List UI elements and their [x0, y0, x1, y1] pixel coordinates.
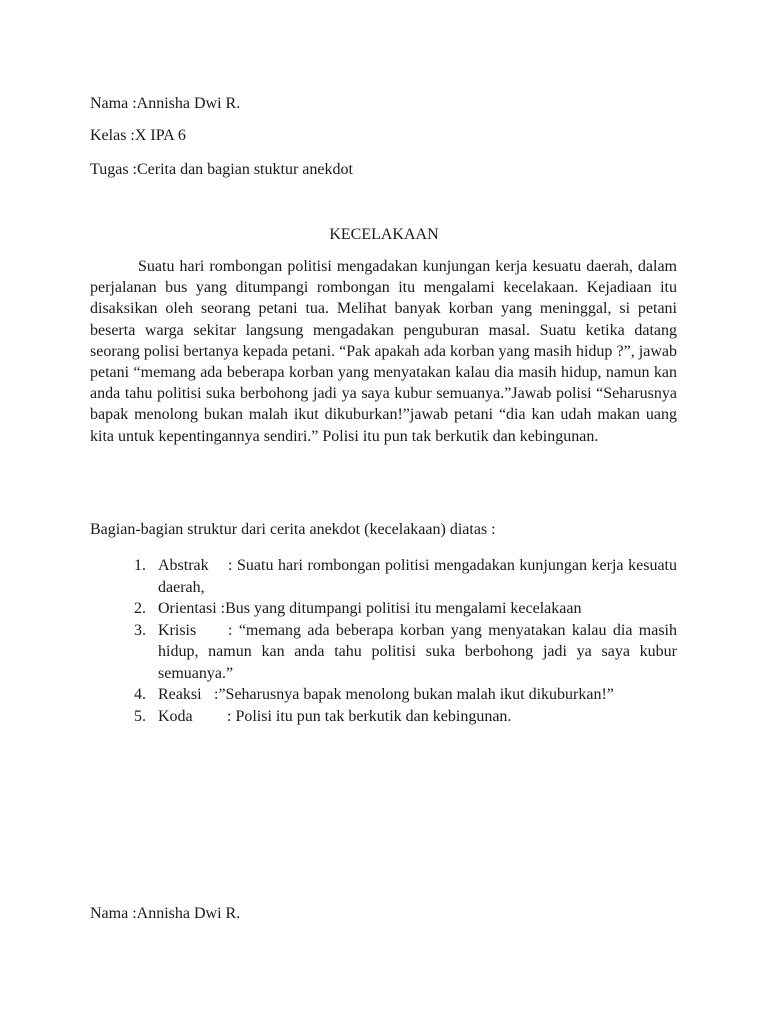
- list-item: [90, 684, 677, 706]
- list-item-number: 3.: [134, 621, 146, 639]
- task-label: Tugas :: [90, 161, 137, 178]
- footer-name-value: Annisha Dwi R.: [136, 905, 241, 922]
- name-value: Annisha Dwi R.: [136, 95, 241, 112]
- list-item-text: Polisi itu pun tak berkutik dan kebingunan.: [235, 707, 512, 725]
- list-item-number: 2.: [134, 600, 146, 617]
- list-item-term: Koda: [158, 707, 193, 725]
- list-item-text: “memang ada beberapa korban yang menyatakan kalau dia masih hidup, namun kan anda tahu politisi suka berbohong jadi ya saya kubur semuanya.”: [158, 621, 678, 682]
- list-item: [90, 598, 677, 620]
- header-task-line: [90, 160, 353, 180]
- list-item-term: Reaksi: [158, 686, 202, 703]
- footer-name-label: Nama :: [90, 905, 137, 922]
- name-label: Nama :: [90, 95, 137, 112]
- header-class-line: [90, 126, 186, 146]
- list-item-number: 4.: [134, 686, 146, 703]
- list-item: [90, 555, 677, 598]
- list-item-text: ”Seharusnya bapak menolong bukan malah ikut dikuburkan!”: [218, 686, 614, 703]
- story-body: Suatu hari rombongan politisi mengadakan kunjungan kerja kesuatu daerah, dalam perjalanan bus yang ditumpangi rombongan itu mengalami kecelakaan. Kejadiaan itu disaksikan oleh seorang petani tua. Melihat banyak korban yang meninggal, si petani beserta warga sekitar langsung mengadakan penguburan masal. Suatu ketika datang seorang polisi bertanya kepada petani. “Pak apakah ada korban yang masih hidup ?”, jawab petani “memang ada beberapa korban yang menyatakan kalau dia masih hidup, namun kan anda tahu politisi suka berbohong jadi ya saya kubur semuanya.”Jawab polisi “Seharusnya bapak menolong bukan malah ikut dikuburkan!”jawab petani “dia kan udah makan uang kita untuk kepentingannya sendiri.” Polisi itu pun tak berkutik dan kebingunan.: [90, 258, 677, 445]
- list-item-text: Bus yang ditumpangi politisi itu mengalami kecelakaan: [225, 600, 582, 617]
- list-item-separator: :: [214, 686, 219, 703]
- class-label: Kelas :: [90, 127, 135, 144]
- task-value: Cerita dan bagian stuktur anekdot: [136, 161, 353, 178]
- list-item-text: Suatu hari rombongan politisi mengadakan kunjungan kerja kesuatu daerah,: [158, 557, 677, 596]
- header-name-line: [90, 94, 240, 114]
- story-title: KECELAKAAN: [329, 226, 439, 243]
- class-value: X IPA 6: [134, 127, 186, 144]
- list-item-number: 5.: [134, 707, 146, 725]
- list-item-term: Abstrak: [158, 557, 209, 574]
- list-item-separator: :: [228, 557, 238, 574]
- list-item-term: Orientasi: [158, 600, 221, 617]
- list-item-separator: :: [227, 707, 236, 725]
- list-item-separator: :: [228, 621, 239, 639]
- structure-list: [90, 555, 677, 727]
- list-item-number: 1.: [134, 557, 146, 574]
- list-item-term: Krisis: [158, 621, 197, 639]
- footer-name-line: [90, 904, 240, 924]
- structure-intro: Bagian-bagian struktur dari cerita anekdot (kecelakaan) diatas :: [90, 521, 496, 538]
- list-item: [90, 620, 677, 685]
- list-item-separator: :: [220, 600, 226, 617]
- list-item: [90, 706, 677, 728]
